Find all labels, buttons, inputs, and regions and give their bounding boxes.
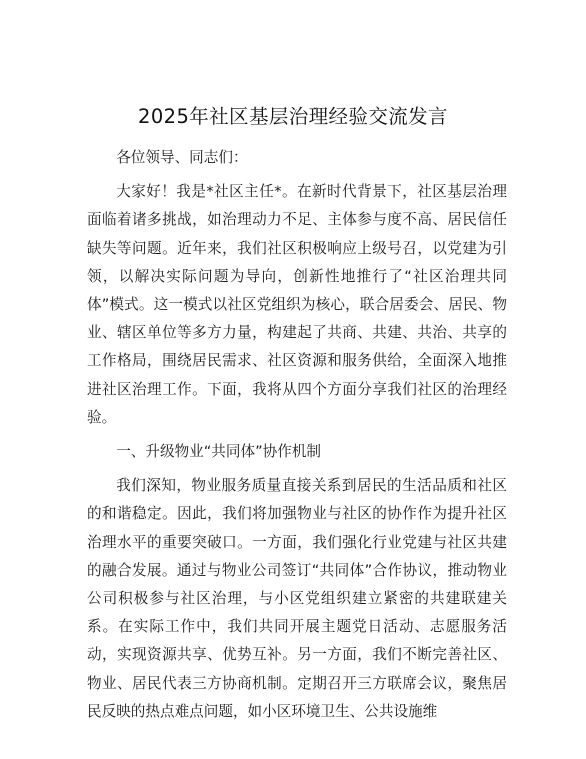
document-body: [87, 144, 507, 732]
section-heading: 一、升级物业“共同体”协作机制: [116, 443, 322, 461]
salutation: 各位领导、同志们：: [116, 149, 248, 166]
paragraph-section-1: 我们深知，物业服务质量直接关系到居民的生活品质和社区的和谐稳定。因此，我们将加强物业与社区的协作作为提升社区治理水平的重要突破口。一方面，我们强化行业党建与社区共建的融合发展。通过与物业公司签订“共同体”合作协议，推动物业公司积极参与社区治理，与小区党组织建立紧密的共建联建关系。在实际工作中，我们共同开展主题党日活动、志愿服务活动，实现资源共享、优势互补。另一方面，我们不断完善社区、物业、居民代表三方协商机制。定期召开三方联席会议，聚焦居民反映的热点难点问题，如小区环境卫生、公共设施维: [87, 477, 507, 720]
document-title: 2025年社区基层治理经验交流发言: [138, 105, 448, 128]
paragraph-intro: 大家好！我是*社区主任*。在新时代背景下，社区基层治理面临着诸多挑战，如治理动力不足、主体参与度不高、居民信任缺失等问题。近年来，我们社区积极响应上级号召，以党建为引领，以解决实际问题为导向，创新性地推行了“社区治理共同体”模式。这一模式以社区党组织为核心，联合居委会、居民、物业、辖区单位等多方力量，构建起了共商、共建、共治、共享的工作格局，围绕居民需求、社区资源和服务供给，全面深入地推进社区治理工作。下面，我将从四个方面分享我们社区的治理经验。: [87, 183, 507, 426]
